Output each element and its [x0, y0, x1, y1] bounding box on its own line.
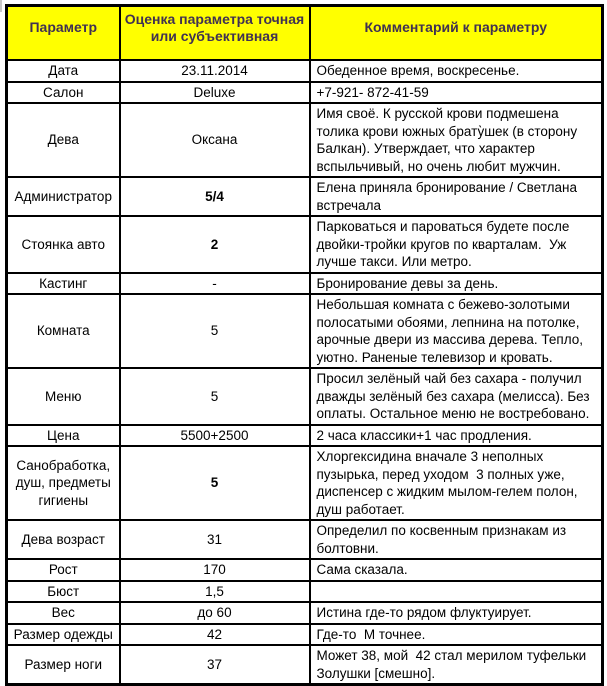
param-cell: Бюст	[7, 581, 120, 603]
param-cell: Санобработка, душ, предметы гигиены	[7, 446, 120, 520]
table-header-row	[7, 6, 603, 61]
value-cell: 5500+2500	[120, 425, 310, 447]
value-cell: -	[120, 273, 310, 295]
value-cell: 1,5	[120, 581, 310, 603]
table-row	[7, 520, 603, 559]
table-row	[7, 82, 603, 104]
value-cell: 5/4	[120, 177, 310, 216]
param-cell: Вес	[7, 602, 120, 624]
table-row	[7, 425, 603, 447]
comment-cell	[310, 581, 603, 603]
param-cell: Стоянка авто	[7, 216, 120, 273]
value-cell: 170	[120, 559, 310, 581]
header-comment: Комментарий к параметру	[310, 6, 603, 61]
value-cell: 5	[120, 294, 310, 368]
table-row	[7, 177, 603, 216]
comment-cell: Где-то М точнее.	[310, 624, 603, 646]
comment-cell: Определил по косвенным признакам из болтовни.	[310, 520, 603, 559]
comment-cell: Хлоргексидина вначале 3 неполных пузырька, перед уходом 3 полных уже, диспенсер с жидким мылом-гелем полон, душ работает.	[310, 446, 603, 520]
value-cell: 37	[120, 645, 310, 685]
param-cell: Дева возраст	[7, 520, 120, 559]
table-row	[7, 60, 603, 82]
table-row	[7, 294, 603, 368]
comment-cell: Имя своё. К русской крови подмешена толика крови южных брату̀шек (в сторону Балкан). Утверждает, что характер вспыльчивый, но очень любит мужчин.	[310, 103, 603, 177]
table-row	[7, 103, 603, 177]
comment-cell: Обеденное время, воскресенье.	[310, 60, 603, 82]
value-cell: 5	[120, 368, 310, 425]
table-row	[7, 368, 603, 425]
comment-cell: Просил зелёный чай без сахара - получил дважды зелёный без сахара (мелисса). Без оплаты. Остальное меню не востребовано.	[310, 368, 603, 425]
value-cell: 2	[120, 216, 310, 273]
comment-cell: Сама сказала.	[310, 559, 603, 581]
value-cell: Deluxe	[120, 82, 310, 104]
param-cell: Рост	[7, 559, 120, 581]
param-cell: Дата	[7, 60, 120, 82]
parameters-table	[5, 4, 604, 686]
comment-cell: Парковаться и пароваться будете после двойки-тройки кругов по кварталам. Уж лучше такси. Или метро.	[310, 216, 603, 273]
value-cell: Оксана	[120, 103, 310, 177]
screen-edge-artifact	[0, 0, 2, 12]
header-param: Параметр	[7, 6, 120, 61]
param-cell: Размер одежды	[7, 624, 120, 646]
param-cell: Салон	[7, 82, 120, 104]
comment-cell: +7-921- 872-41-59	[310, 82, 603, 104]
table-row	[7, 216, 603, 273]
header-value: Оценка параметра точная или субъективная	[120, 6, 310, 61]
param-cell: Комната	[7, 294, 120, 368]
comment-cell: Елена приняла бронирование / Светлана встречала	[310, 177, 603, 216]
table-row	[7, 559, 603, 581]
param-cell: Размер ноги	[7, 645, 120, 685]
value-cell: 42	[120, 624, 310, 646]
param-cell: Цена	[7, 425, 120, 447]
comment-cell: 2 часа классики+1 час продления.	[310, 425, 603, 447]
param-cell: Меню	[7, 368, 120, 425]
table-row	[7, 645, 603, 685]
comment-cell: Небольшая комната с бежево-золотыми полосатыми обоями, лепнина на потолке, арочные двери из массива дерева. Тепло, уютно. Раненые телевизор и кровать.	[310, 294, 603, 368]
table-row	[7, 602, 603, 624]
comment-cell: Бронирование девы за день.	[310, 273, 603, 295]
table-row	[7, 446, 603, 520]
comment-cell: Истина где-то рядом флуктуирует.	[310, 602, 603, 624]
value-cell: до 60	[120, 602, 310, 624]
comment-cell: Может 38, мой 42 стал мерилом туфельки Золушки [смешно].	[310, 645, 603, 685]
param-cell: Администратор	[7, 177, 120, 216]
table-row	[7, 624, 603, 646]
value-cell: 5	[120, 446, 310, 520]
value-cell: 31	[120, 520, 310, 559]
value-cell: 23.11.2014	[120, 60, 310, 82]
param-cell: Дева	[7, 103, 120, 177]
table-row	[7, 273, 603, 295]
table-row	[7, 581, 603, 603]
param-cell: Кастинг	[7, 273, 120, 295]
